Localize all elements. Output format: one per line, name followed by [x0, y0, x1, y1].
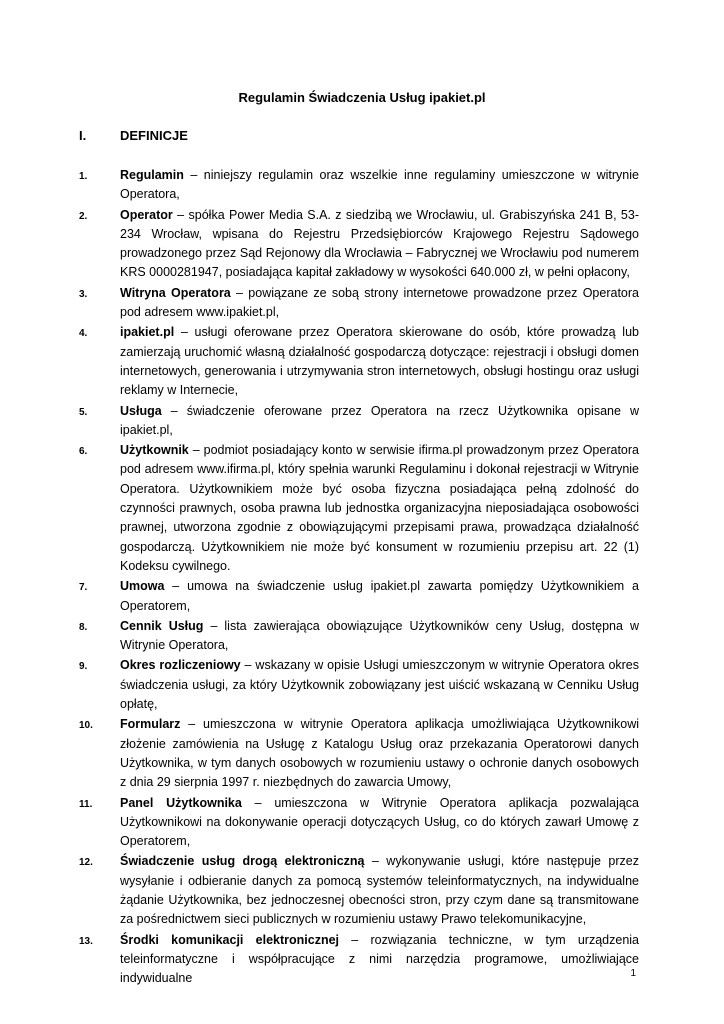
definition-number: 2. [79, 210, 88, 222]
definition-item [79, 656, 639, 714]
definition-item [79, 931, 639, 989]
definition-number: 9. [79, 661, 88, 673]
definitions-list [79, 166, 639, 989]
section-title: DEFINICJE [120, 128, 188, 143]
definition-term: Umowa [120, 579, 165, 594]
definition-text: – umieszczona w witrynie Operatora aplikacja umożliwiająca Użytkownikowi złożenie zamówienia na Usługę z Katalogu Usług oraz przekazania Operatorowi danych Użytkownika, w tym danych osobowych w rozumieniu ustawy o ochronie danych osobowych z dnia 29 sierpnia 1997 r. niezbędnych do zawarcia Umowy, [120, 717, 639, 790]
definition-text: – rozwiązania techniczne, w tym urządzenia teleinformatyczne i współpracujące z nimi narzędzia programowe, umożliwiające indywidualne [120, 932, 640, 986]
definition-item [79, 617, 639, 656]
definition-term: Świadczenie usług drogą elektroniczną [120, 854, 365, 869]
definition-number: 1. [79, 171, 88, 182]
definition-number: 5. [79, 406, 88, 418]
definition-term: Witryna Operatora [120, 285, 231, 300]
definition-item [79, 715, 639, 792]
definition-item [79, 166, 639, 205]
definition-term: Formularz [120, 717, 181, 732]
definition-number: 8. [79, 621, 88, 633]
definition-text: – podmiot posiadający konto w serwisie ifirma.pl prowadzonym przez Operatora pod adresem www.ifirma.pl, który spełnia warunki Regulaminu i dokonał rejestracji w Witrynie Operatora. Użytkownikiem może być osoba fizyczna posiadająca pełną zdolność do czynności prawnych, osoba prawna lub jednostka organizacyjna nieposiadająca osobowości prawnej, utworzona zgodnie z obowiązującymi przepisami prawa, prowadząca działalność gospodarczą. Użytkownikiem nie może być konsument w rozumieniu przepisu art. 22 (1) Kodeksu cywilnego. [120, 443, 639, 573]
definition-text: – umowa na świadczenie usług ipakiet.pl zawarta pomiędzy Użytkownikiem a Operatorem, [120, 579, 639, 613]
definition-number: 4. [79, 328, 88, 340]
definition-item [79, 577, 639, 616]
definition-term: Usługa [120, 403, 162, 418]
definition-number: 13. [79, 935, 93, 947]
definition-text: – lista zawierająca obowiązujące Użytkowników ceny Usług, dostępna w Witrynie Operatora, [120, 618, 639, 653]
definition-item [79, 323, 639, 400]
definition-text: – umieszczona w Witrynie Operatora aplikacja pozwalająca Użytkownikowi na dokonywanie operacji dotyczących Usług, co do których zawarł Umowę z Operatorem, [120, 795, 640, 849]
definition-text: – niniejszy regulamin oraz wszelkie inne regulaminy umieszczone w witrynie Operatora, [120, 168, 639, 202]
definition-term: Operator [120, 207, 173, 222]
definition-number: 6. [79, 446, 88, 458]
definition-text: – świadczenie oferowane przez Operatora na rzecz Użytkownika opisane w ipakiet.pl, [120, 403, 639, 437]
definition-number: 11. [79, 798, 93, 810]
definition-term: Okres rozliczeniowy [120, 658, 241, 673]
definition-term: Użytkownik [120, 443, 189, 458]
definition-term: ipakiet.pl [120, 325, 175, 340]
definition-item [79, 794, 639, 852]
definition-item [79, 206, 639, 283]
page-number: 1 [630, 968, 636, 979]
definition-item [79, 284, 639, 323]
definition-number: 10. [79, 720, 93, 732]
section-heading [79, 128, 188, 143]
definition-text: – wykonywanie usługi, które następuje przez wysyłanie i odbieranie danych za pomocą systemów teleinformatycznych, na indywidualne żądanie Użytkownika, bez jednoczesnej obecności stron, przy czym dane są transmitowane za pośrednictwem sieci publicznych w rozumieniu ustawy Prawo telekomunikacyjne, [120, 854, 639, 927]
definition-number: 3. [79, 288, 88, 300]
definition-term: Panel Użytkownika [120, 795, 242, 810]
document-title: Regulamin Świadczenia Usług ipakiet.pl [238, 90, 486, 105]
definition-item [79, 852, 639, 929]
definition-text: – wskazany w opisie Usługi umieszczonym w witrynie Operatora okres świadczenia usługi, za który Użytkownik zobowiązany jest uiścić wskazaną w Cenniku Usług opłatę, [120, 658, 640, 712]
definition-text: – usługi oferowane przez Operatora skierowane do osób, które prowadzą lub zamierzają uruchomić własną działalność gospodarczą dotyczące: rejestracji i obsługi domen internetowych, generowania i utrzymywania stron internetowych, obsługi hostingu oraz usługi reklamy w Internecie, [120, 325, 639, 398]
definition-number: 7. [79, 582, 88, 594]
definition-item [79, 441, 639, 576]
definition-number: 12. [79, 857, 93, 869]
definition-text: – powiązane ze sobą strony internetowe prowadzone przez Operatora pod adresem www.ipakiet.pl, [120, 285, 639, 320]
definition-term: Regulamin [120, 168, 184, 182]
definition-term: Cennik Usług [120, 618, 204, 633]
definition-term: Środki komunikacji elektronicznej [120, 932, 340, 947]
section-number: I. [79, 128, 87, 143]
definition-text: – spółka Power Media S.A. z siedzibą we Wrocławiu, ul. Grabiszyńska 241 B, 53-234 Wrocław, wpisana do Rejestru Przedsiębiorców Krajowego Rejestru Sądowego prowadzonego przez Sąd Rejonowy dla Wrocławia – Fabrycznej we Wrocławiu pod numerem KRS 0000281947, posiadająca kapitał zakładowy w wysokości 640.000 zł, w pełni opłacony, [120, 207, 639, 280]
definition-item [79, 402, 639, 441]
